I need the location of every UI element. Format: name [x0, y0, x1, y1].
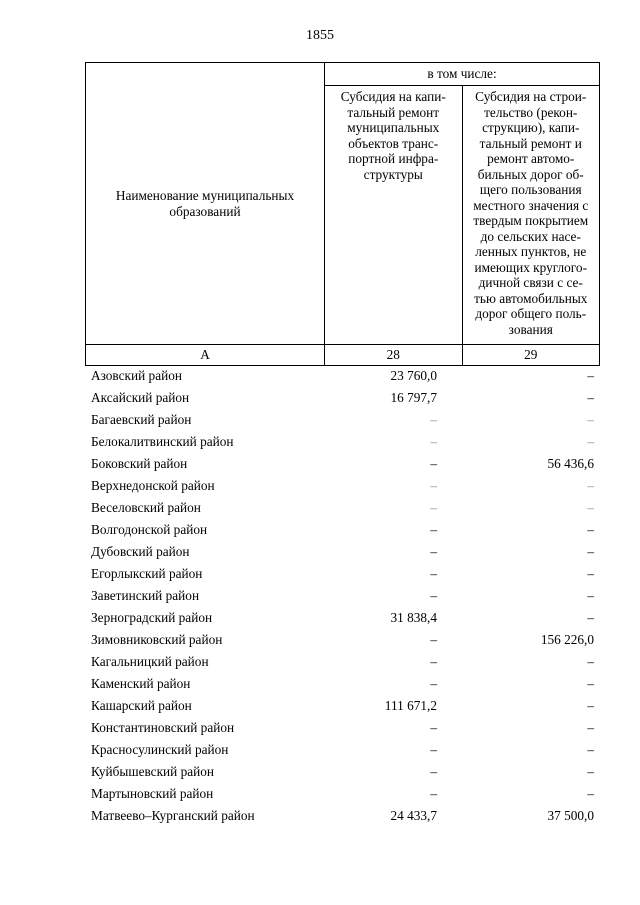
value-col-29: 156 226,0	[540, 632, 594, 647]
municipality-name: Кашарский район	[91, 698, 192, 713]
value-col-28: –	[430, 478, 437, 493]
value-col-29: –	[587, 698, 594, 713]
column-29-header	[462, 86, 600, 345]
header-line: щего пользования	[479, 182, 582, 197]
municipality-name: Боковский район	[91, 456, 188, 471]
value-col-29: 56 436,6	[547, 456, 594, 471]
table-row	[85, 497, 600, 519]
value-col-28: –	[430, 456, 437, 471]
header-line: имеющих круглого-	[474, 259, 588, 275]
value-col-29: –	[587, 588, 594, 603]
header-line: струкцию), капи-	[482, 120, 580, 135]
value-col-28: –	[430, 764, 437, 779]
table-row	[85, 387, 600, 409]
value-col-29: –	[587, 390, 594, 405]
value-col-28: –	[430, 786, 437, 801]
header-line: тью автомобильных	[474, 290, 588, 306]
value-col-28: 111 671,2	[384, 698, 437, 713]
value-col-28: –	[430, 544, 437, 559]
table-row	[85, 805, 600, 827]
value-col-28: –	[430, 742, 437, 757]
municipality-name: Мартыновский район	[91, 786, 214, 801]
value-col-28: –	[430, 588, 437, 603]
header-line: объектов транс-	[348, 135, 439, 151]
header-line: ремонт автомо-	[487, 151, 575, 166]
header-line: тельство (рекон-	[484, 104, 578, 120]
municipality-name: Заветинский район	[91, 588, 200, 603]
table-row	[85, 585, 600, 607]
table-header	[85, 62, 600, 366]
header-line: твердым покрытием	[473, 213, 589, 228]
value-col-29: –	[587, 500, 594, 515]
municipality-name: Кагальницкий район	[91, 654, 209, 669]
header-line: дичной связи с се-	[478, 275, 583, 290]
table-row	[85, 365, 600, 387]
value-col-28: –	[430, 676, 437, 691]
municipality-name: Егорлыкский район	[91, 566, 203, 581]
value-col-29: –	[587, 412, 594, 427]
table-row	[85, 519, 600, 541]
municipality-name: Зерноградский район	[91, 610, 213, 625]
municipality-name: Каменский район	[91, 676, 191, 691]
value-col-28: –	[430, 654, 437, 669]
value-col-28: –	[430, 434, 437, 449]
table-row	[85, 695, 600, 717]
table-row	[85, 739, 600, 761]
municipality-name: Веселовский район	[91, 500, 201, 515]
header-line: структуры	[363, 166, 423, 182]
header-line: дорог общего поль-	[475, 306, 587, 321]
value-col-28: –	[430, 720, 437, 735]
including-group-header: в том числе:	[325, 63, 600, 86]
value-col-29: –	[587, 544, 594, 559]
index-cell-28: 28	[325, 345, 463, 366]
municipality-name: Белокалитвинский район	[91, 434, 234, 449]
municipality-name: Красносулинский район	[91, 742, 229, 757]
table-row	[85, 475, 600, 497]
header-line: Субсидия на строи-	[475, 89, 587, 104]
value-col-28: 31 838,4	[390, 610, 437, 625]
table-body	[85, 365, 600, 827]
municipality-name: Куйбышевский район	[91, 764, 215, 779]
header-line: зования	[508, 321, 553, 337]
value-col-29: –	[587, 566, 594, 581]
municipality-name: Волгодонской район	[91, 522, 208, 537]
municipality-name: Матвеево–Курганский район	[91, 808, 255, 823]
value-col-28: 23 760,0	[390, 368, 437, 383]
value-col-29: –	[587, 720, 594, 735]
table-row	[85, 409, 600, 431]
index-cell-29: 29	[462, 345, 600, 366]
value-col-29: –	[587, 786, 594, 801]
municipality-name: Константиновский район	[91, 720, 235, 735]
value-col-29: –	[587, 368, 594, 383]
header-line: муниципальных	[347, 120, 440, 135]
header-line: бильных дорог об-	[477, 166, 584, 182]
table-row	[85, 563, 600, 585]
table-row	[85, 541, 600, 563]
table-row	[85, 431, 600, 453]
municipality-name: Верхнедонской район	[91, 478, 215, 493]
value-col-29: 37 500,0	[547, 808, 594, 823]
table-row	[85, 607, 600, 629]
header-line: тальный ремонт	[347, 104, 440, 120]
value-col-29: –	[587, 654, 594, 669]
table-row	[85, 651, 600, 673]
index-cell-a: А	[86, 345, 325, 366]
municipality-name: Дубовский район	[91, 544, 190, 559]
header-line: портной инфра-	[348, 151, 439, 166]
value-col-29: –	[587, 522, 594, 537]
value-col-29: –	[587, 434, 594, 449]
table-row	[85, 673, 600, 695]
value-col-28: 16 797,7	[390, 390, 437, 405]
value-col-28: –	[430, 500, 437, 515]
value-col-29: –	[587, 610, 594, 625]
municipality-name: Зимовниковский район	[91, 632, 223, 647]
header-line: Субсидия на капи-	[340, 89, 446, 104]
header-line: местного значения с	[473, 197, 589, 213]
value-col-29: –	[587, 676, 594, 691]
value-col-29: –	[587, 478, 594, 493]
table-row	[85, 783, 600, 805]
value-col-28: –	[430, 522, 437, 537]
value-col-28: –	[430, 632, 437, 647]
table-row	[85, 629, 600, 651]
page-number: 1855	[306, 28, 334, 43]
header-line: тальный ремонт и	[479, 135, 582, 151]
value-col-29: –	[587, 742, 594, 757]
value-col-28: –	[430, 412, 437, 427]
value-col-29: –	[587, 764, 594, 779]
table-row	[85, 761, 600, 783]
header-line: до сельских насе-	[480, 228, 581, 244]
value-col-28: 24 433,7	[390, 808, 437, 823]
header-line: ленных пунктов, не	[475, 244, 587, 259]
table-row	[85, 453, 600, 475]
column-28-header	[325, 86, 463, 345]
municipality-name: Азовский район	[91, 368, 182, 383]
municipality-name: Аксайский район	[91, 390, 190, 405]
value-col-28: –	[430, 566, 437, 581]
municipality-name-header: Наименование муниципальных образований	[86, 63, 325, 345]
table-row	[85, 717, 600, 739]
municipality-name: Багаевский район	[91, 412, 192, 427]
